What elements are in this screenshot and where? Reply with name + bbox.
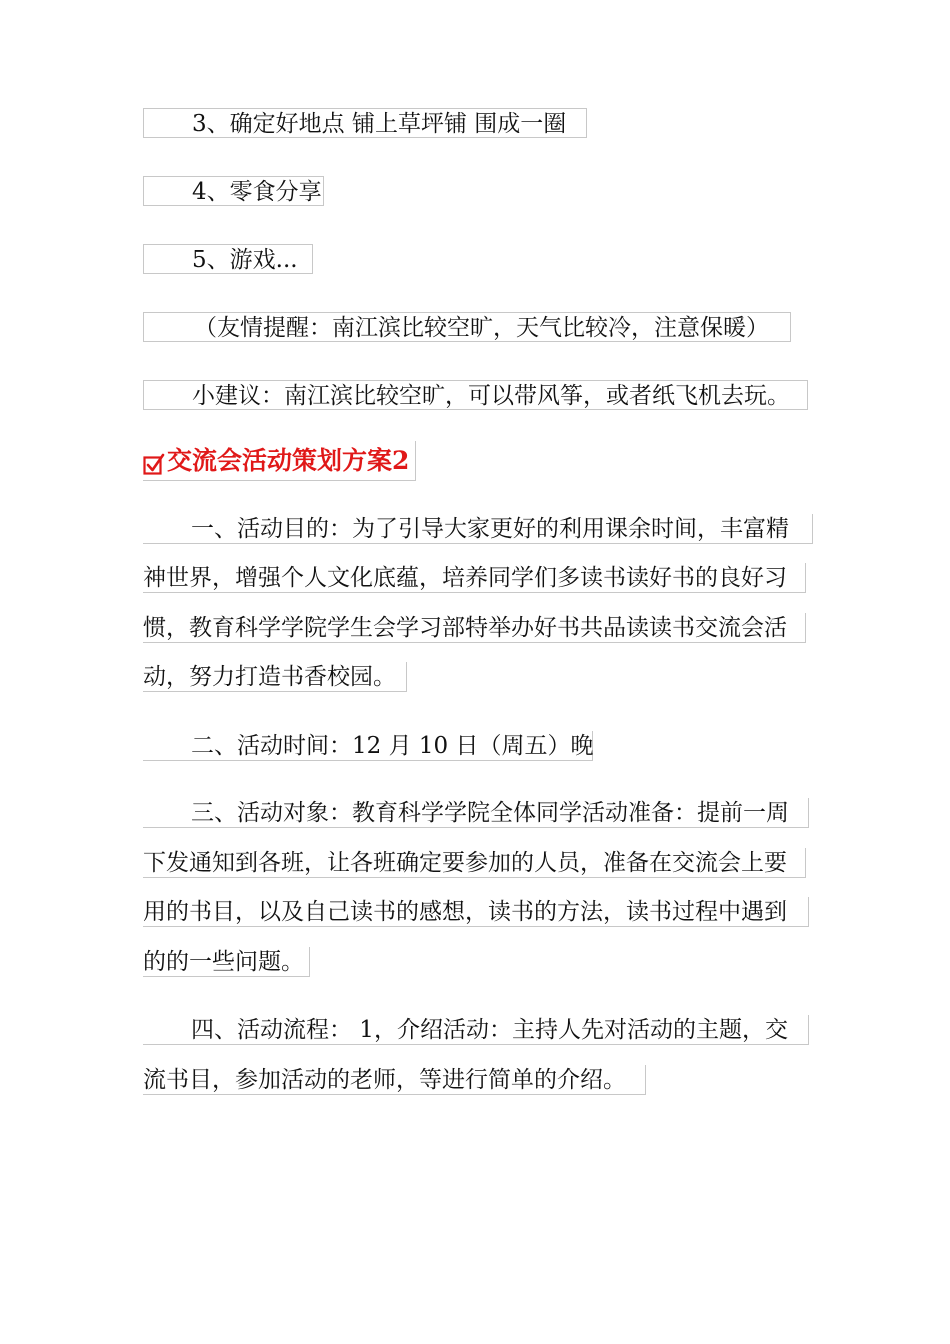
step-4-line: 4、零食分享 xyxy=(143,176,324,206)
reminder-line: （友情提醒：南江滨比较空旷，天气比较冷，注意保暖） xyxy=(143,312,791,342)
process-line-2: 流书目，参加活动的老师，等进行简单的介绍。 xyxy=(143,1065,646,1095)
step-3-line: 3、确定好地点 铺上草坪铺 围成一圈 xyxy=(143,108,587,138)
time-line: 二、活动时间：12 月 10 日（周五）晚 xyxy=(143,731,593,761)
target-line-2: 下发通知到各班，让各班确定要参加的人员，准备在交流会上要 xyxy=(143,848,806,878)
section-heading xyxy=(143,441,416,481)
purpose-line-2: 神世界，增强个人文化底蕴，培养同学们多读书读好书的良好习 xyxy=(143,563,806,593)
step-5-line: 5、游戏... xyxy=(143,244,313,274)
target-line-3: 用的书目，以及自己读书的感想，读书的方法，读书过程中遇到 xyxy=(143,897,809,927)
purpose-line-1: 一、活动目的：为了引导大家更好的利用课余时间，丰富精 xyxy=(143,514,813,544)
target-line-4: 的的一些问题。 xyxy=(143,947,310,977)
target-line-1: 三、活动对象：教育科学学院全体同学活动准备：提前一周 xyxy=(143,798,809,828)
process-line-1: 四、活动流程： 1，介绍活动：主持人先对活动的主题，交 xyxy=(143,1015,809,1045)
checkbox-check-icon xyxy=(143,453,165,475)
purpose-line-4: 动，努力打造书香校园。 xyxy=(143,662,407,692)
section-title: 交流会活动策划方案2 xyxy=(167,445,410,475)
suggestion-line: 小建议：南江滨比较空旷，可以带风筝，或者纸飞机去玩。 xyxy=(143,380,808,410)
purpose-line-3: 惯，教育科学学院学生会学习部特举办好书共品读读书交流会活 xyxy=(143,613,806,643)
